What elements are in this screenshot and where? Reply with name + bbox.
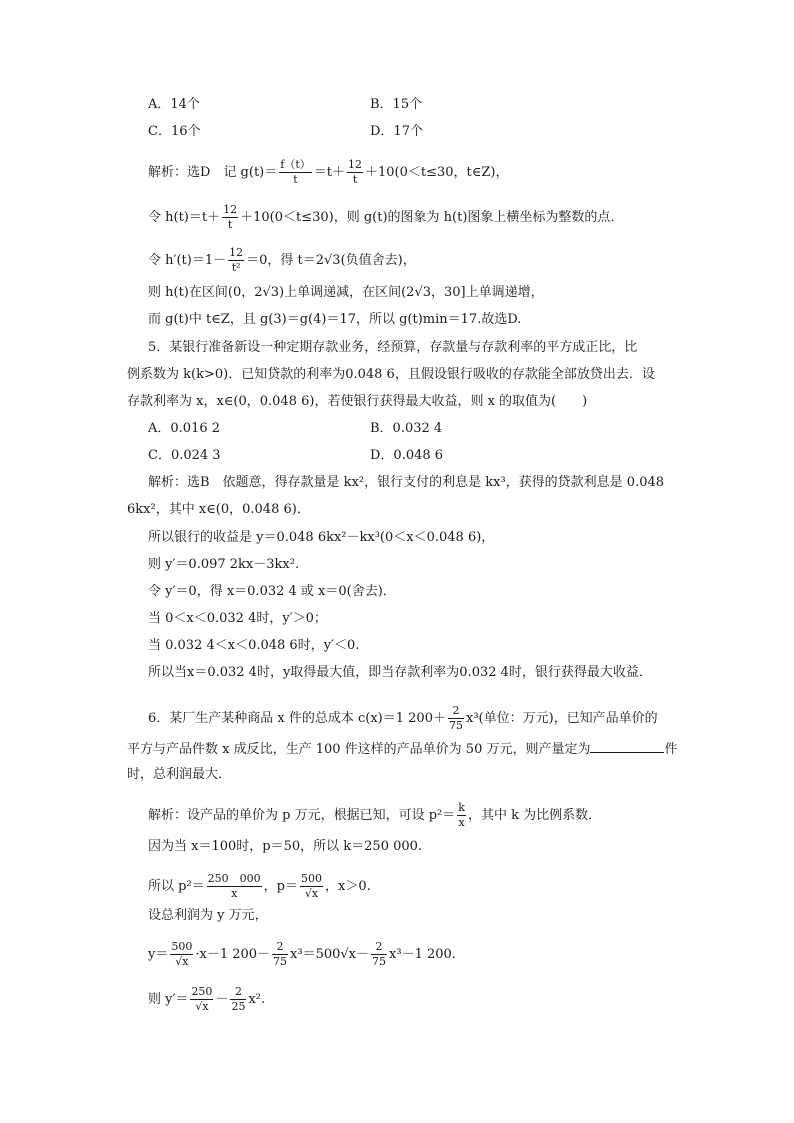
q4-solution-line-2: 令 h(t)＝t＋ $\frac{12}{t}$ ＋10(0＜t≤30)，则 g(t)的图象为 h(t)图象上横坐标为整数的点．: [148, 203, 624, 231]
fraction: $\frac{f(t)}{t}$: [280, 158, 311, 186]
fraction: $\frac{500}{√x}$: [301, 872, 322, 900]
q4-option-d: D．17个: [370, 124, 423, 139]
fraction: $\frac{250 000}{x}$: [207, 872, 261, 900]
q4-option-c: C．16个: [148, 124, 201, 139]
fraction: $\frac{2}{75}$: [448, 704, 463, 732]
q6-stem-line-2: 平方与产品件数 x 成反比，生产 100 件这样的产品单价为 50 万元，则产量定为 件: [127, 742, 678, 757]
fraction: $\frac{2}{25}$: [231, 985, 246, 1013]
q5-solution-line-1: 解析：选B 依题意，得存款量是 kx²，银行支付的利息是 kx³，获得的贷款利息是 0.048: [148, 475, 665, 490]
fraction: $\frac{500}{√x}$: [171, 940, 193, 968]
answer-blank[interactable]: [590, 740, 664, 753]
q6-solution-line-1: 解析：设产品的单价为 p 万元，根据已知，可设 p²＝ $\frac{k}{x}$ ，其中 k 为比例系数．: [148, 801, 602, 829]
q4-solution-line-5: 而 g(t)中 t∈Z，且 g(3)＝g(4)＝17，所以 g(t)min＝17.故选D.: [148, 312, 522, 327]
fraction: $\frac{12}{t}$: [347, 158, 362, 186]
q6-solution-line-5: y＝ $\frac{500}{√x}$ ·x－1 200－ $\frac{2}{75}$ x³＝500√x－ $\frac{2}{75}$ x³－1 200.: [148, 940, 456, 968]
fraction: $\frac{12}{t}$: [223, 203, 238, 231]
q5-stem-line-1: 5．某银行准备新设一种定期存款业务，经预算，存款量与存款利率的平方成正比，比: [148, 340, 638, 355]
q6-stem-line-3: 时，总利润最大．: [127, 767, 232, 782]
q5-stem-line-2: 例系数为 k(k>0)．已知贷款的利率为0.048 6，且假设银行吸收的存款能全部放贷出去．设: [127, 367, 655, 382]
q4-solution-line-4: 则 h(t)在区间(0，2√3)上单调递减，在区间(2√3，30]上单调递增，: [148, 285, 544, 300]
q5-option-b: B．0.032 4: [370, 421, 443, 436]
q5-option-c: C．0.024 3: [148, 448, 221, 463]
q5-solution-line-5: 令 y′＝0，得 x＝0.032 4 或 x＝0(舍去)．: [148, 584, 396, 599]
q6-stem-line-1: 6．某厂生产某种商品 x 件的总成本 c(x)＝1 200＋ $\frac{2}{75}$ x³(单位：万元)，已知产品单价的: [148, 704, 658, 732]
q4-solution-line-3: 令 h′(t)＝1－ $\frac{12}{\text{t²}}$ ＝0，得 t＝2√3(负值舍去)，: [148, 246, 416, 274]
q4-option-a: A．14个: [148, 97, 200, 112]
q4-solution-line-1: 解析：选D 记 g(t)＝ $\frac{f(t)}{t}$ ＝t＋ $\frac{12}{t}$ ＋10(0＜t≤30，t∈Z)，: [148, 158, 509, 186]
q5-solution-line-7: 当 0.032 4＜x＜0.048 6时，y′＜0.: [148, 638, 360, 653]
q6-solution-line-6: 则 y′＝ $\frac{250}{√x}$ － $\frac{2}{25}$ x².: [148, 985, 266, 1013]
q6-solution-line-2: 因为当 x＝100时，p＝50，所以 k＝250 000.: [148, 839, 423, 854]
q6-solution-line-3: 所以 p²＝ $\frac{250 000}{x}$ ，p＝ $\frac{500}{√x}$ ，x＞0.: [148, 872, 371, 900]
q5-solution-line-8: 所以当x＝0.032 4时，y取得最大值，即当存款利率为0.032 4时，银行获得最大收益．: [148, 665, 652, 680]
fraction: $\frac{2}{75}$: [372, 940, 387, 968]
q6-solution-line-4: 设总利润为 y 万元，: [148, 908, 268, 923]
q5-solution-line-4: 则 y′＝0.097 2kx－3kx².: [148, 557, 300, 572]
fraction: $\frac{k}{x}$: [458, 801, 465, 829]
fraction: $\frac{2}{75}$: [273, 940, 288, 968]
q5-solution-line-3: 所以银行的收益是 y＝0.048 6kx²－kx³(0＜x＜0.048 6)，: [148, 530, 495, 545]
q5-solution-line-2: 6kx²，其中 x∈(0，0.048 6)．: [127, 502, 310, 517]
q5-solution-line-6: 当 0＜x＜0.032 4时，y′＞0；: [148, 611, 327, 626]
q5-stem-line-3: 存款利率为 x，x∈(0，0.048 6)，若使银行获得最大收益，则 x 的取值为( ): [127, 394, 588, 409]
q5-option-a: A．0.016 2: [148, 421, 221, 436]
fraction: $\frac{12}{\text{t²}}$: [229, 246, 244, 274]
fraction: $\frac{250}{√x}$: [191, 985, 213, 1013]
q5-option-d: D．0.048 6: [370, 448, 444, 463]
q4-option-b: B．15个: [370, 97, 423, 112]
